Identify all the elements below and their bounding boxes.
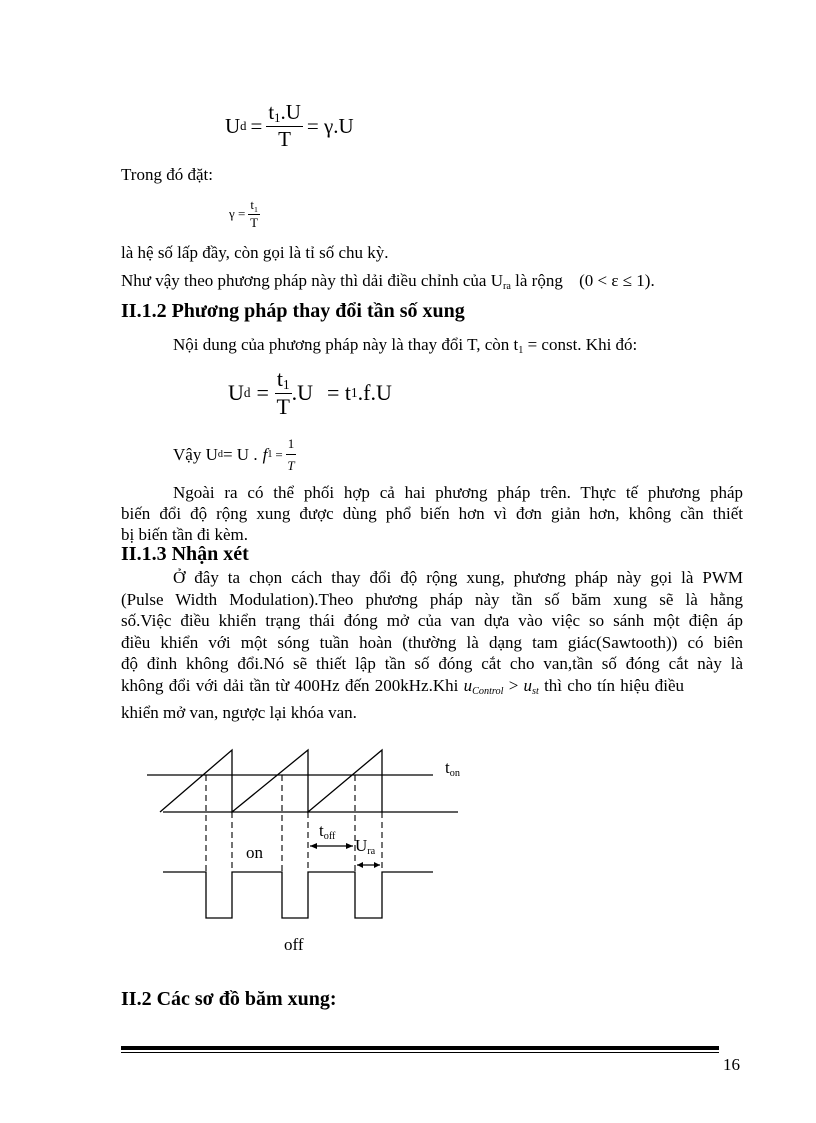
equation-ud-gamma: U d = $\frac{t_1.U}{T}$ = γ.U	[225, 100, 354, 151]
label-u-ra: $U_{ra}$	[355, 836, 376, 857]
label-t-off: $t_{off}$	[319, 821, 336, 842]
text-he-so: là hệ số lấp đầy, còn gọi là tỉ số chu kỳ.	[121, 243, 389, 262]
label-t-on: $t_{on}$	[445, 758, 460, 779]
equation-vay: Vậy U d = U . f 1 = $\frac{1}{T}$	[173, 433, 296, 476]
text-noi-dung: Nội dung của phương pháp này là thay đổi T, còn $t_1$ = const. Khi đó:	[173, 335, 638, 356]
footer-rule-thick	[121, 1046, 719, 1050]
sawtooth-wave	[160, 750, 382, 812]
pwm-output-wave	[163, 872, 433, 918]
heading-1-2: II.2 Các sơ đồ băm xung:	[121, 988, 337, 1010]
text-nhu-vay: Như vậy theo phương pháp này thì dải điều chỉnh của $U_{ra}$ là rộng (0 < ε ≤ 1).	[121, 271, 655, 292]
fraction: $\frac{t_1.U}{T}$	[268, 100, 301, 151]
label-on: on	[246, 843, 263, 862]
footer-rule-thin	[121, 1052, 719, 1053]
text-trong-do: Trong đó đặt:	[121, 165, 213, 184]
heading-1-1-3: II.1.3 Nhận xét	[121, 543, 249, 565]
heading-1-1-2: II.1.2 Phương pháp thay đổi tần số xung	[121, 300, 465, 322]
paragraph-phoi-hop: Ngoài ra có thể phối hợp cả hai phương pháp trên. Thực tế phương pháp biến đổi độ rộng xung được dùng phổ biến hơn vì đơn giản hơn, không cần thiết bị biến tần đi kèm.	[121, 483, 743, 544]
equation-ud-frequency: U d = $\frac{t_1}{T}$ .U = t 1 .f.U	[228, 366, 392, 419]
page-number: 16	[723, 1055, 740, 1074]
paragraph-nhan-xet: Ở đây ta chọn cách thay đổi độ rộng xung, phương pháp này gọi là PWM (Pulse Width Modulation).Theo phương pháp này tần số băm xung sẽ là hằng số.Việc điều khiển trạng thái đóng mở của van dựa vào việc so sánh một điện áp điều khiển với một sóng tuần hoàn (thường là dạng tam giác(Sawtooth)) có biên độ đỉnh không đổi.Nó sẽ thiết lập tần số đóng cắt cho van,tần số đóng cắt này là không đổi với dải tần từ 400Hz đến 200kHz.Khi $u_{Control} > u_{st}$ thì cho tín hiệu điều khiển mở van, ngược lại khóa van.	[121, 568, 743, 722]
equation-gamma: γ = $\frac{t_1}{T}$	[229, 197, 259, 230]
label-off: off	[284, 935, 304, 954]
